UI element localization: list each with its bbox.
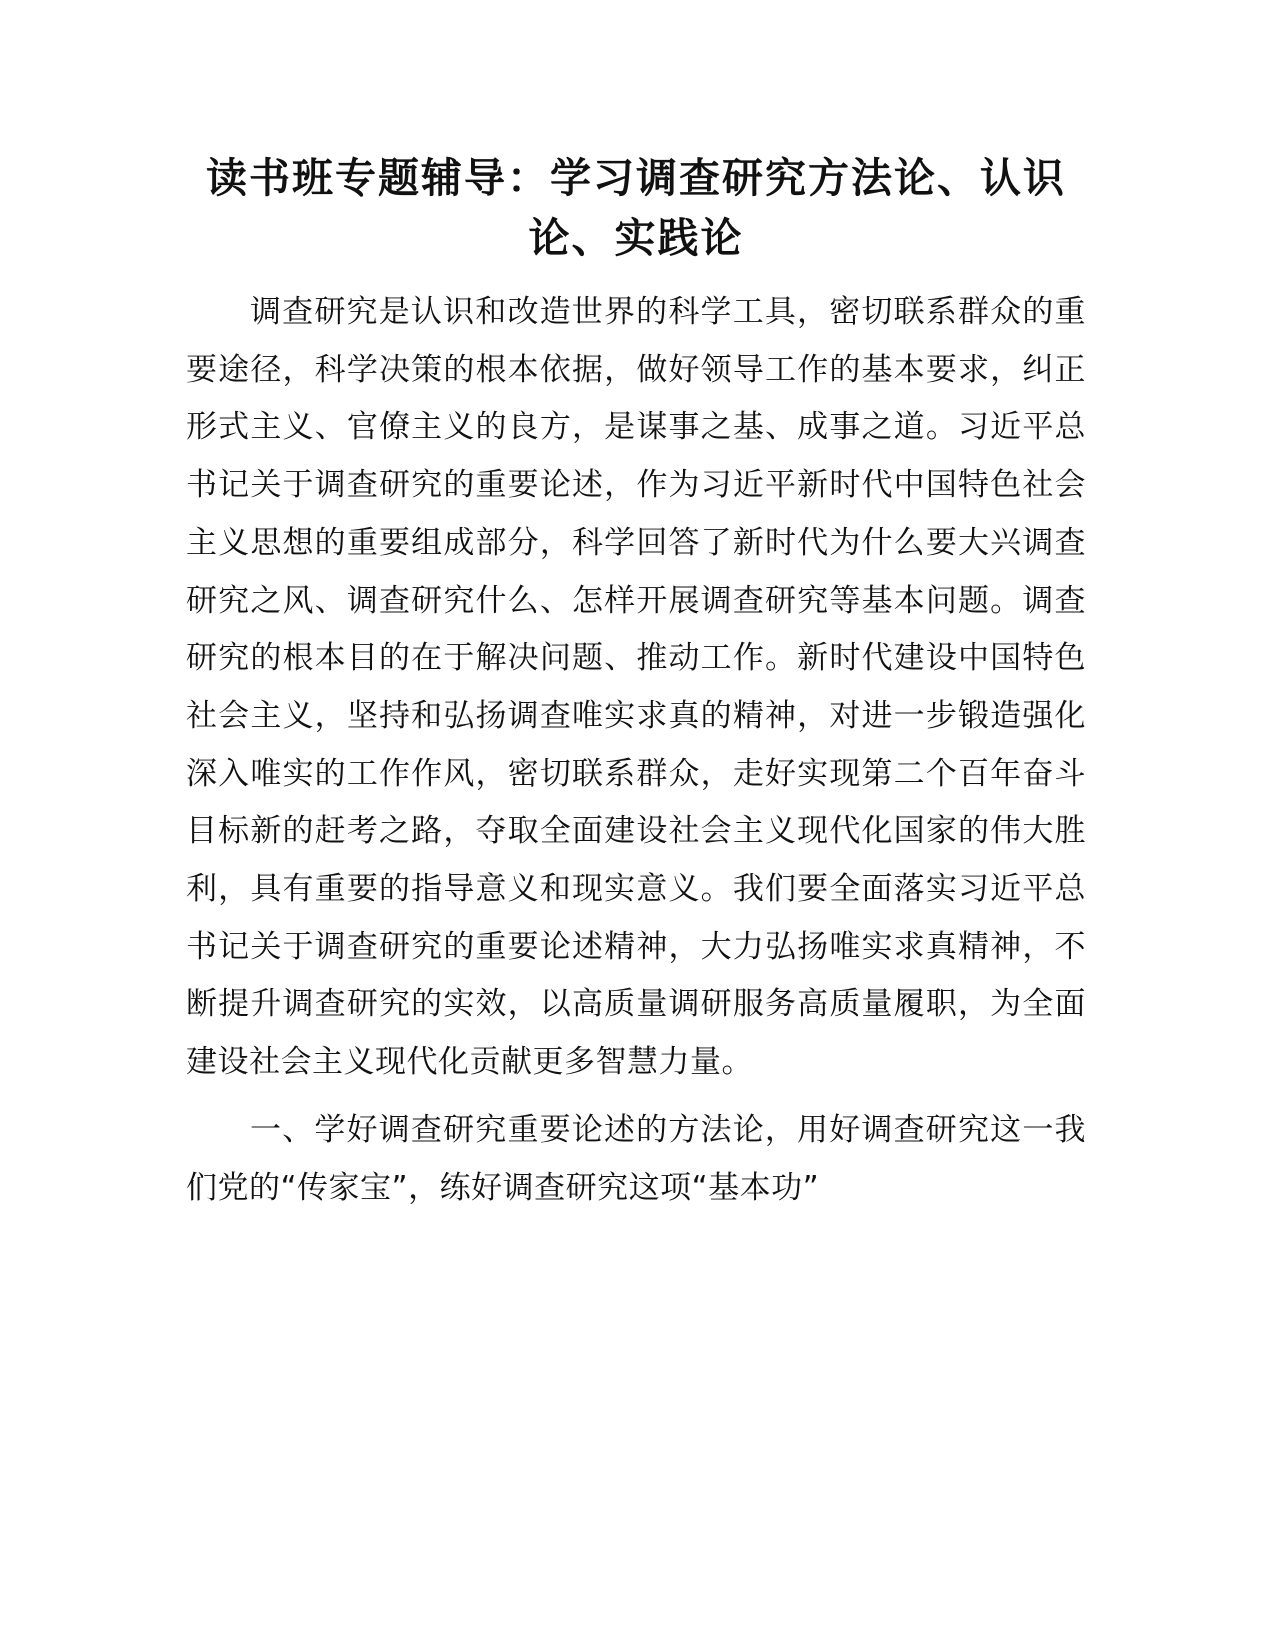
document-title: 读书班专题辅导：学习调查研究方法论、认识论、实践论 <box>206 154 1066 262</box>
intro-paragraph: 调查研究是认识和改造世界的科学工具，密切联系群众的重要途径，科学决策的根本依据，做好领导工作的基本要求，纠正形式主义、官僚主义的良方，是谋事之基、成事之道。习近平总书记关于调查研究的重要论述，作为习近平新时代中国特色社会主义思想的重要组成部分，科学回答了新时代为什么要大兴调查研究之风、调查研究什么、怎样开展调查研究等基本问题。调查研究的根本目的在于解决问题、推动工作。新时代建设中国特色社会主义，坚持和弘扬调查唯实求真的精神，对进一步锻造强化深入唯实的工作作风，密切联系群众，走好实现第二个百年奋斗目标新的赶考之路，夺取全面建设社会主义现代化国家的伟大胜利，具有重要的指导意义和现实意义。我们要全面落实习近平总书记关于调查研究的重要论述精神，大力弘扬唯实求真精神，不断提升调查研究的实效，以高质量调研服务高质量履职，为全面建设社会主义现代化贡献更多智慧力量。 <box>186 294 1086 1081</box>
document-body <box>186 148 1086 1217</box>
section-heading-paragraph: 一、学好调查研究重要论述的方法论，用好调查研究这一我们党的“传家宝”，练好调查研究这项“基本功” <box>186 1111 1086 1206</box>
